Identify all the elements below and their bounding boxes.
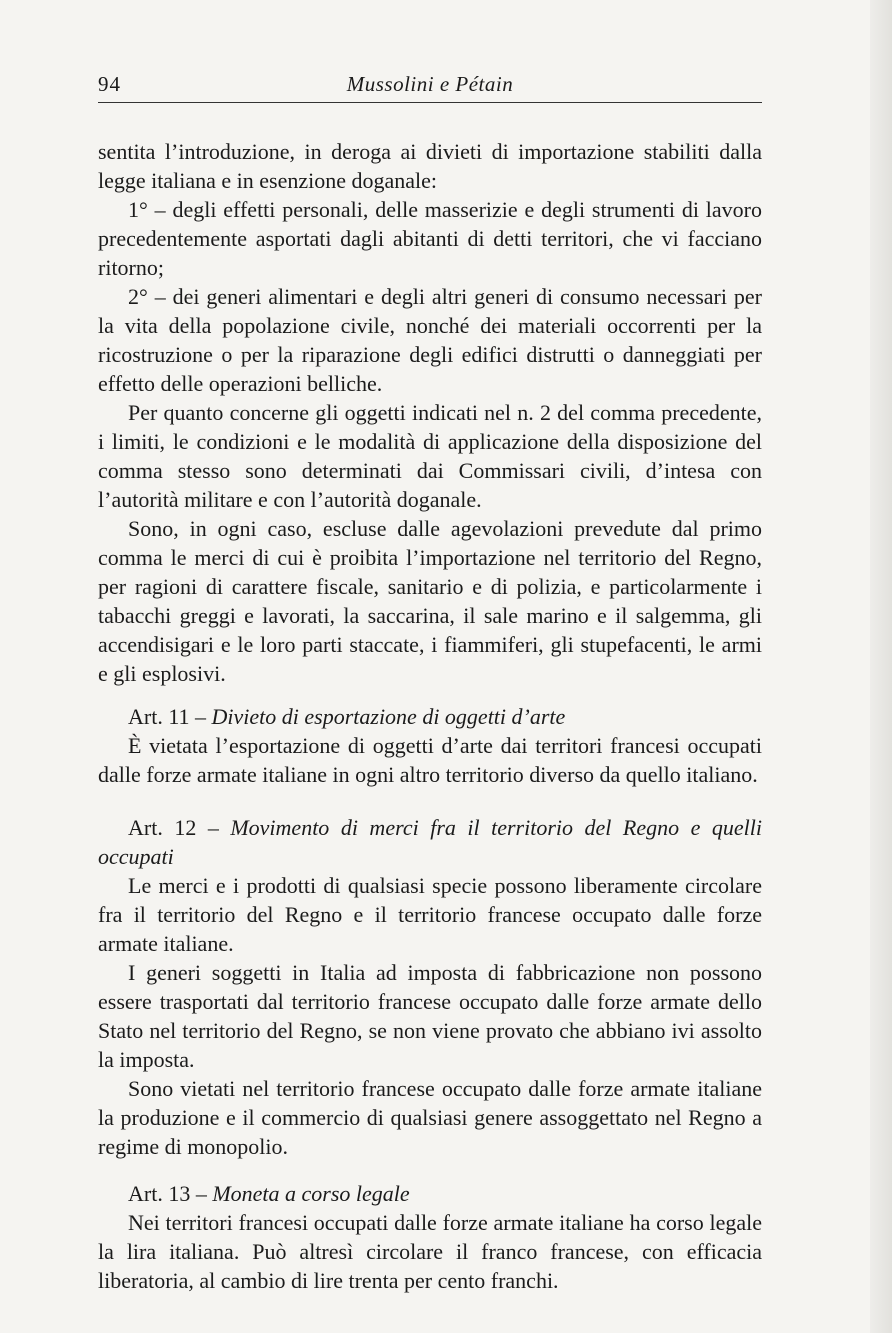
article-heading-11 bbox=[98, 702, 762, 731]
article-title: Divieto di esportazione di oggetti d’arte bbox=[211, 704, 566, 729]
paragraph: Sono vietati nel territorio francese occupato dalle forze armate italiane la produzione e il commercio di qualsiasi genere assoggettato nel Regno a regime di monopolio. bbox=[98, 1076, 762, 1159]
paragraph: Nei territori francesi occupati dalle forze armate italiane ha corso legale la lira italiana. Può altresì circolare il franco francese, con efficacia liberatoria, al cambio di lire trenta per cento franchi. bbox=[98, 1210, 762, 1293]
paragraph: 1° – degli effetti personali, delle masserizie e degli strumenti di lavoro precedentemente asportati dagli abitanti di detti territori, che vi facciano ritorno; bbox=[98, 197, 762, 280]
paragraph: Le merci e i prodotti di qualsiasi specie possono liberamente circolare fra il territorio del Regno e il territorio francese occupato dalle forze armate italiane. bbox=[98, 873, 762, 956]
paragraph: sentita l’introduzione, in deroga ai divieti di importazione stabiliti dalla legge italiana e in esenzione doganale: bbox=[98, 139, 762, 193]
article-heading-12 bbox=[98, 813, 762, 871]
running-title: Mussolini e Pétain bbox=[346, 72, 514, 96]
running-header bbox=[98, 72, 762, 102]
paragraph: È vietata l’esportazione di oggetti d’arte dai territori francesi occupati dalle forze armate italiane in ogni altro territorio diverso da quello italiano. bbox=[98, 733, 762, 787]
article-number: Art. 12 – bbox=[128, 815, 231, 840]
body-text bbox=[98, 137, 762, 1295]
paragraph: I generi soggetti in Italia ad imposta di fabbricazione non possono essere trasportati dal territorio francese occupato dalle forze armate dello Stato nel territorio del Regno, se non viene provato che abbiano ivi assolto la imposta. bbox=[98, 960, 762, 1072]
paragraph: 2° – dei generi alimentari e degli altri generi di consumo necessari per la vita della popolazione civile, nonché dei materiali occorrenti per la ricostruzione o per la riparazione degli edifici distrutti o danneggiati per effetto delle operazioni belliche. bbox=[98, 284, 762, 396]
page-edge bbox=[870, 0, 892, 1333]
header-rule bbox=[98, 102, 762, 103]
paragraph: Sono, in ogni caso, escluse dalle agevolazioni prevedute dal primo comma le merci di cui è proibita l’importazione nel territorio del Regno, per ragioni di carattere fiscale, sanitario e di polizia, e particolarmente i tabacchi greggi e lavorati, la saccarina, il sale marino e il salgemma, gli accendisigari e le loro parti staccate, i fiammiferi, gli stupefacenti, le armi e gli esplosivi. bbox=[98, 516, 762, 686]
article-title: Movimento di merci fra il territorio del Regno e quelli occupati bbox=[98, 815, 762, 869]
page-number: 94 bbox=[98, 72, 121, 96]
article-number: Art. 13 – bbox=[128, 1181, 213, 1206]
paragraph: Per quanto concerne gli oggetti indicati nel n. 2 del comma precedente, i limiti, le condizioni e le modalità di applicazione della disposizione del comma stesso sono determinati dai Commissari civili, d’intesa con l’autorità militare e con l’autorità doganale. bbox=[98, 400, 762, 512]
article-heading-13 bbox=[98, 1179, 762, 1208]
article-title: Moneta a corso legale bbox=[212, 1181, 410, 1206]
article-number: Art. 11 – bbox=[128, 704, 212, 729]
